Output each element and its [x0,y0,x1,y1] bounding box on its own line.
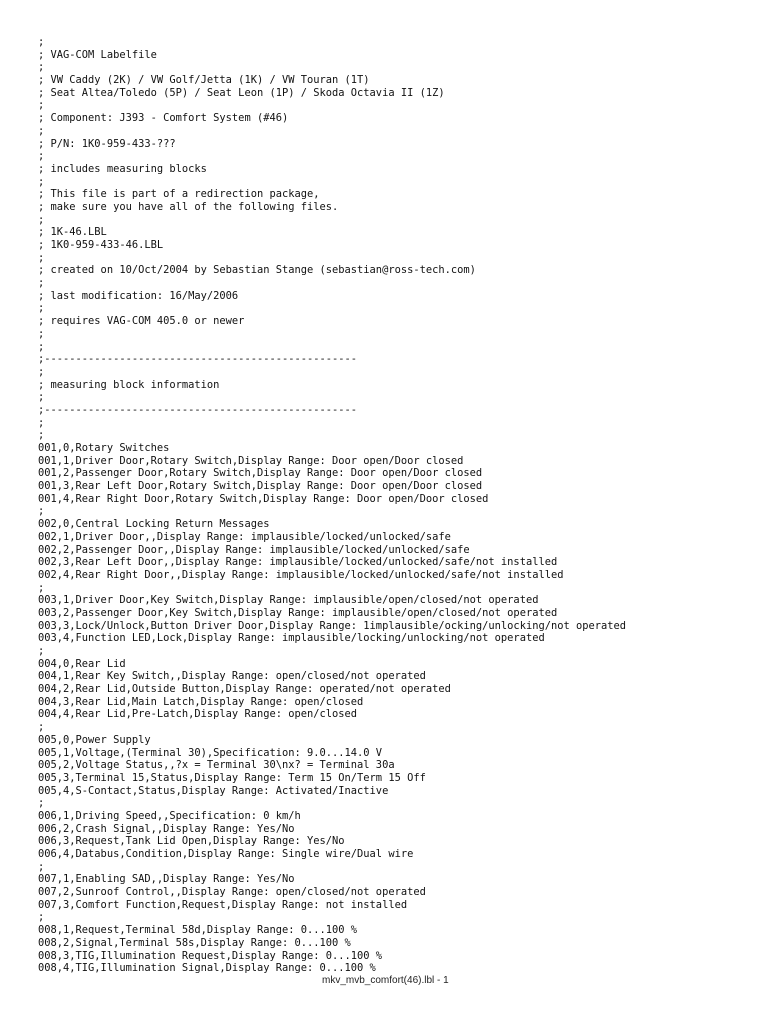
listing-line: 003,3,Lock/Unlock,Button Driver Door,Display Range: 1implausible/ocking/unlocking/not operated [38,619,627,632]
listing-line: ; VAG-COM Labelfile [38,48,157,61]
listing-line: ; [38,150,45,163]
listing-line: 007,2,Sunroof Control,,Display Range: open/closed/not operated [38,886,426,899]
listing-line: 003,2,Passenger Door,Key Switch,Display Range: implausible/open/closed/not operated [38,606,558,619]
listing-line: ; 1K-46.LBL [38,226,107,239]
listing-line: 005,0,Power Supply [38,733,151,746]
page-footer: mkv_mvb_comfort(46).lbl - 1 [322,975,449,986]
listing-line: 008,4,TIG,Illumination Signal,Display Range: 0...100 % [38,962,376,975]
listing-line: ; P/N: 1K0-959-433-??? [38,137,176,150]
listing-line: ;-------------------------------------------------- [38,353,358,366]
listing-line: 003,4,Function LED,Lock,Display Range: implausible/locking/unlocking/not operated [38,632,545,645]
listing-line: 007,1,Enabling SAD,,Display Range: Yes/No [38,873,295,886]
label-file-listing [38,36,738,975]
listing-line: 004,0,Rear Lid [38,657,126,670]
listing-line: 001,3,Rear Left Door,Rotary Switch,Display Range: Door open/Door closed [38,480,483,493]
listing-line: ; [38,860,45,873]
listing-line: ; last modification: 16/May/2006 [38,289,239,302]
listing-line: ; [38,721,45,734]
listing-line: 002,0,Central Locking Return Messages [38,518,270,531]
listing-line: ; [38,61,45,74]
listing-line: 005,2,Voltage Status,,?x = Terminal 30\nx? = Terminal 30a [38,759,395,772]
listing-line: ; [38,36,45,48]
listing-line: ; Component: J393 - Comfort System (#46) [38,112,289,125]
listing-line: ; [38,365,45,378]
listing-line: 002,3,Rear Left Door,,Display Range: implausible/locked/unlocked/safe/not installed [38,556,558,569]
listing-line: ; This file is part of a redirection package, [38,188,320,201]
listing-line: ; [38,391,45,404]
listing-line: 002,4,Rear Right Door,,Display Range: implausible/locked/unlocked/safe/not installed [38,568,564,581]
listing-line: ; [38,911,45,924]
listing-line: 001,1,Driver Door,Rotary Switch,Display Range: Door open/Door closed [38,454,464,467]
listing-line: ; [38,99,45,112]
listing-line: 005,4,S-Contact,Status,Display Range: Activated/Inactive [38,784,389,797]
listing-line: 004,3,Rear Lid,Main Latch,Display Range: open/closed [38,695,364,708]
listing-line: 001,0,Rotary Switches [38,442,170,454]
listing-line: 008,1,Request,Terminal 58d,Display Range: 0...100 % [38,924,358,937]
listing-line: ; [38,251,45,264]
listing-line: ;-------------------------------------------------- [38,403,358,416]
listing-line: ; [38,645,45,657]
listing-line: ; [38,340,45,353]
listing-line: 001,4,Rear Right Door,Rotary Switch,Display Range: Door open/Door closed [38,492,489,505]
listing-line: 001,2,Passenger Door,Rotary Switch,Display Range: Door open/Door closed [38,467,483,480]
listing-line: 002,2,Passenger Door,,Display Range: implausible/locked/unlocked/safe [38,543,470,556]
listing-line: 005,3,Terminal 15,Status,Display Range: Term 15 On/Term 15 Off [38,771,426,784]
listing-line: ; [38,213,45,226]
listing-line: ; [38,175,45,188]
listing-line: 006,4,Databus,Condition,Display Range: Single wire/Dual wire [38,848,414,860]
listing-line: 004,1,Rear Key Switch,,Display Range: open/closed/not operated [38,670,426,683]
listing-line: ; measuring block information [38,378,220,391]
listing-line: 007,3,Comfort Function,Request,Display Range: not installed [38,898,408,911]
listing-line: ; VW Caddy (2K) / VW Golf/Jetta (1K) / VW Touran (1T) [38,74,370,87]
listing-line: 002,1,Driver Door,,Display Range: implausible/locked/unlocked/safe [38,530,451,543]
listing-line: 004,2,Rear Lid,Outside Button,Display Range: operated/not operated [38,683,451,696]
listing-line: ; 1K0-959-433-46.LBL [38,239,164,251]
listing-line: 004,4,Rear Lid,Pre-Latch,Display Range: open/closed [38,708,358,721]
listing-line: ; [38,124,45,137]
listing-line: ; created on 10/Oct/2004 by Sebastian Stange (sebastian@ross-tech.com) [38,264,476,277]
listing-line: 006,1,Driving Speed,,Specification: 0 km/h [38,809,301,822]
listing-line: ; [38,416,45,429]
listing-line: 005,1,Voltage,(Terminal 30),Specification: 9.0...14.0 V [38,746,383,759]
listing-line: ; [38,797,45,810]
listing-line: 006,3,Request,Tank Lid Open,Display Range: Yes/No [38,835,345,848]
listing-line: ; Seat Altea/Toledo (5P) / Seat Leon (1P) / Skoda Octavia II (1Z) [38,86,445,99]
listing-line: 008,2,Signal,Terminal 58s,Display Range: 0...100 % [38,936,351,949]
listing-line: 008,3,TIG,Illumination Request,Display Range: 0...100 % [38,949,383,962]
listing-line: ; requires VAG-COM 405.0 or newer [38,315,245,328]
listing-line: ; [38,581,45,594]
listing-line: ; [38,277,45,290]
listing-line: ; includes measuring blocks [38,162,207,175]
listing-line: 006,2,Crash Signal,,Display Range: Yes/No [38,822,295,835]
listing-line: 003,1,Driver Door,Key Switch,Display Range: implausible/open/closed/not operated [38,594,539,607]
listing-line: ; make sure you have all of the following files. [38,200,339,213]
listing-line: ; [38,505,45,518]
listing-line: ; [38,429,45,442]
listing-line: ; [38,302,45,315]
listing-line: ; [38,327,45,340]
